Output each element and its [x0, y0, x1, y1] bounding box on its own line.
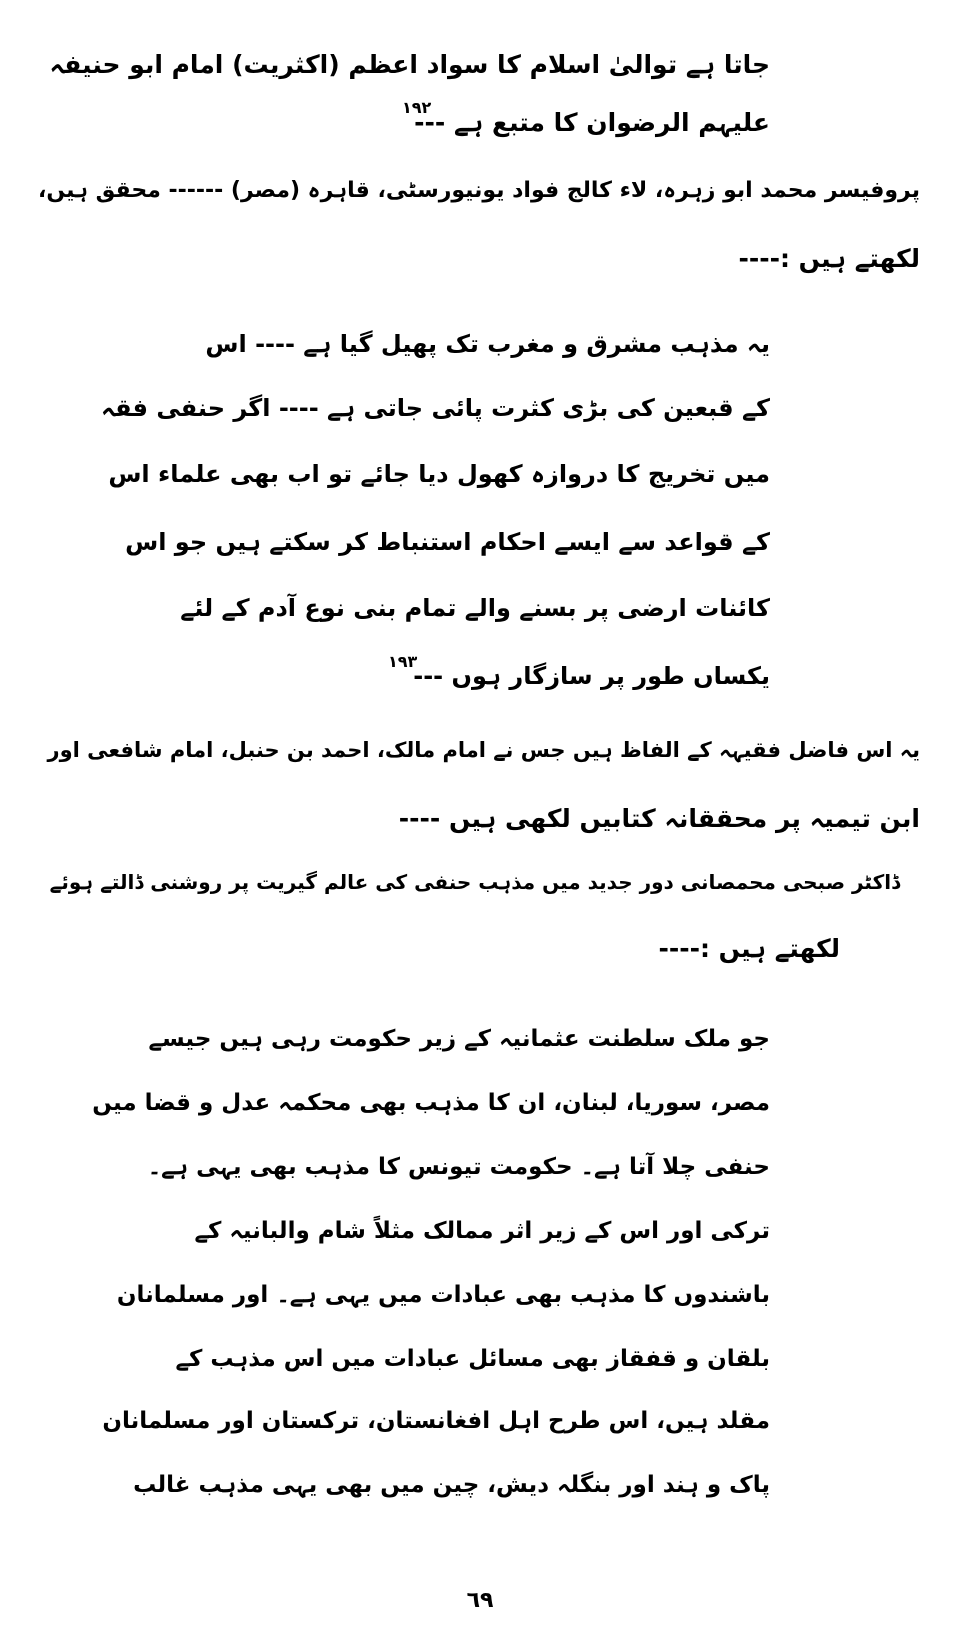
text-line: لکھتے ہیں :---- [738, 244, 920, 273]
quote-line: ترکی اور اس کے زیر اثر ممالک مثلاً شام والبانیہ کے [194, 1218, 770, 1244]
quote-line: کائنات ارضی پر بسنے والے تمام بنی نوع آدم کے لئے [180, 594, 770, 622]
quote-line: پاک و ہند اور بنگلہ دیش، چین میں بھی یہی مذہب غالب [133, 1472, 770, 1498]
quote-line: یہ مذہب مشرق و مغرب تک پھیل گیا ہے ---- اس [205, 330, 770, 358]
footnote-marker: ۱۹۳ [388, 652, 418, 671]
quote-line: حنفی چلا آتا ہے۔ حکومت تیونس کا مذہب بھی یہی ہے۔ [147, 1154, 770, 1180]
text-line: جاتا ہے توالیٰ اسلام کا سواد اعظم (اکثریت) امام ابو حنیفہ [49, 50, 770, 79]
quote-line: یکساں طور پر سازگار ہوں --- [413, 662, 770, 690]
text-line: ڈاکٹر صبحی محمصانی دور جدید میں مذہب حنفی کی عالم گیریت پر روشنی ڈالتے ہوئے [49, 870, 900, 894]
quote-line: جو ملک سلطنت عثمانیہ کے زیر حکومت رہی ہیں جیسے [148, 1026, 770, 1052]
quote-line: باشندوں کا مذہب بھی عبادات میں یہی ہے۔ اور مسلمانان [116, 1282, 770, 1308]
quote-line: مصر، سوریا، لبنان، ان کا مذہب بھی محکمہ عدل و قضا میں [92, 1090, 770, 1116]
quote-line: میں تخریج کا دروازہ کھول دیا جائے تو اب بھی علماء اس [108, 460, 770, 488]
quote-line: کے قبعین کی بڑی کثرت پائی جاتی ہے ---- اگر حنفی فقہ [100, 394, 770, 422]
text-line: لکھتے ہیں :---- [658, 934, 840, 963]
text-line: علیہم الرضوان کا متبع ہے --- [414, 108, 770, 137]
quote-line: کے قواعد سے ایسے احکام استنباط کر سکتے ہیں جو اس [125, 528, 770, 556]
footnote-marker: ۱۹۲ [402, 98, 432, 117]
quote-line: بلقان و قفقاز بھی مسائل عبادات میں اس مذہب کے [175, 1346, 770, 1372]
page-number: ٦٩ [466, 1588, 494, 1613]
text-line: یہ اس فاضل فقیہہ کے الفاظ ہیں جس نے امام مالک، احمد بن حنبل، امام شافعی اور [47, 738, 920, 762]
text-line: پروفیسر محمد ابو زہرہ، لاء کالج فواد یونیورسٹی، قاہرہ (مصر) ------ محقق ہیں، [38, 178, 920, 203]
quote-line: مقلد ہیں، اس طرح اہل افغانستان، ترکستان اور مسلمانان [102, 1408, 770, 1434]
text-line: ابن تیمیہ پر محققانہ کتابیں لکھی ہیں ---- [398, 804, 920, 833]
